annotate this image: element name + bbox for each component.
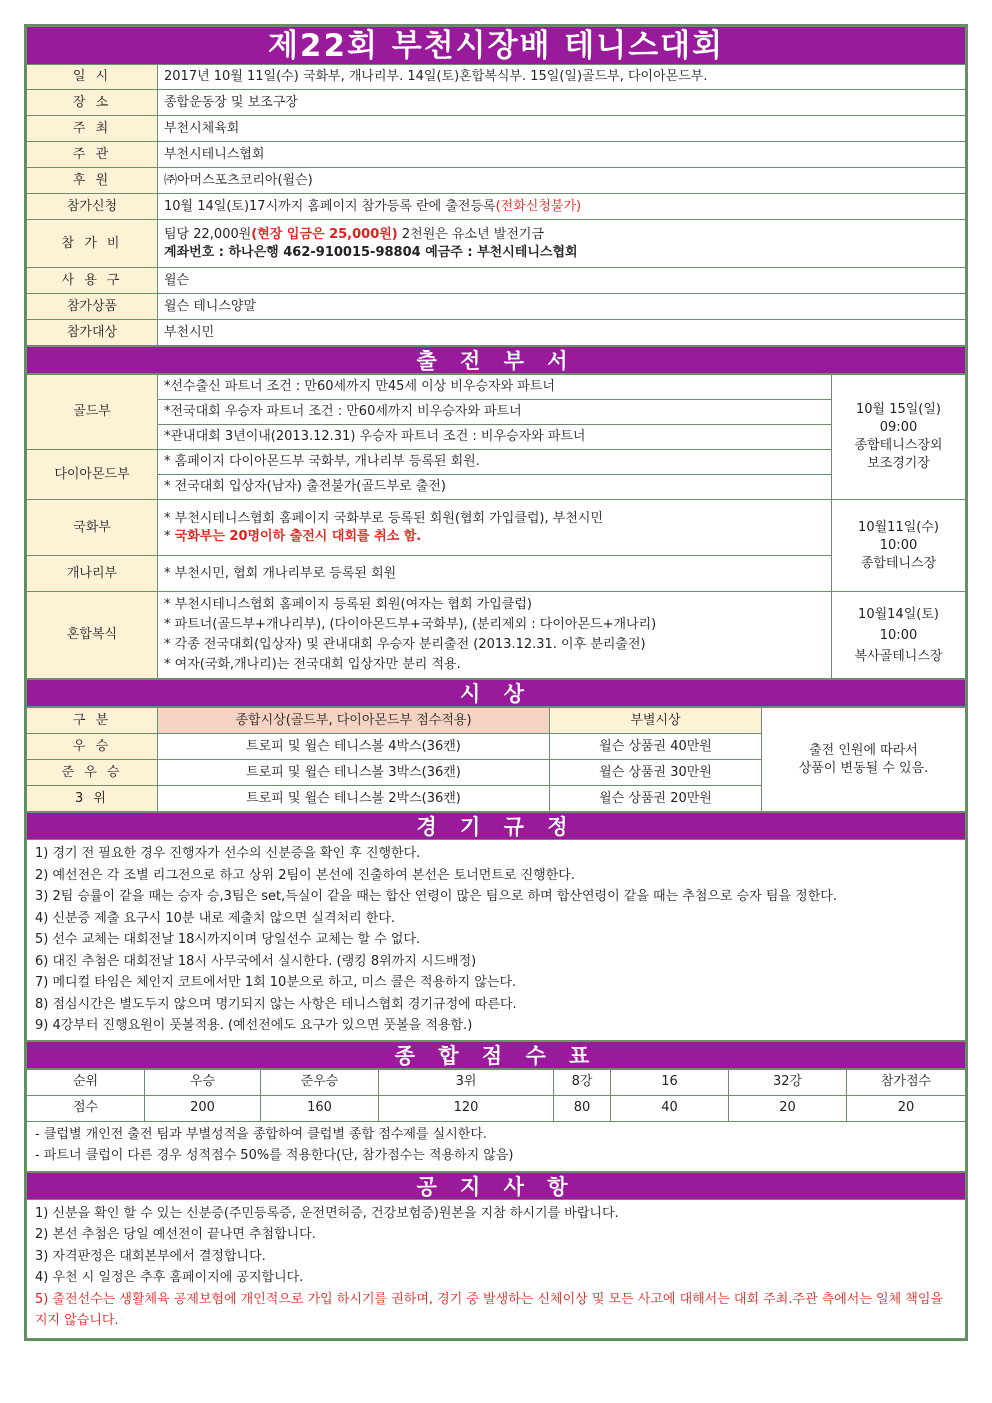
gukhwa-schedule: [832, 500, 966, 592]
fee-onsite: (현장 입금은 25,000원): [251, 226, 398, 242]
gukhwa-rule-1: * 부천시테니스협회 홈페이지 국화부로 등록된 회원(협회 가입클럽), 부천시민: [164, 510, 604, 526]
rule-item: 8) 점심시간은 별도두지 않으며 명기되지 않는 사항은 테니스협회 경기규정에 따른다.: [35, 996, 517, 1012]
schedule-venue: 복사골테니스장: [854, 648, 943, 664]
score-value: 40: [611, 1095, 729, 1121]
mixed-rule-3: * 각종 전국대회(입상자) 및 관내대회 우승자 분리출전 (2013.12.31. 이후 분리출전): [164, 637, 646, 652]
awards-heading: 시 상: [26, 679, 966, 707]
application-warning: (전화신청불가): [495, 198, 582, 214]
score-value: 20: [729, 1095, 847, 1121]
score-value: 120: [379, 1095, 554, 1121]
info-value-fee: [158, 220, 966, 268]
awards-table: [26, 707, 966, 812]
diamond-rule-1: * 홈페이지 다이아몬드부 국화부, 개나리부 등록된 회원.: [158, 450, 832, 475]
scores-table: [26, 1069, 966, 1122]
info-label-sponsor: 후 원: [27, 168, 158, 194]
rules-heading: 경 기 규 정: [26, 812, 966, 840]
score-header: 32강: [729, 1069, 847, 1095]
info-label-ball: 사 용 구: [27, 268, 158, 294]
score-value: 20: [847, 1095, 966, 1121]
info-label-application: 참가신청: [27, 194, 158, 220]
gold-rule-2: *전국대회 우승자 파트너 조건 : 만60세까지 비우승자와 파트너: [158, 400, 832, 425]
info-value-application: [158, 194, 966, 220]
rule-item: 5) 선수 교체는 대회전날 18시까지이며 당일선수 교체는 할 수 없다.: [35, 932, 421, 947]
info-value-date: 2017년 10월 11일(수) 국화부, 개나리부. 14일(토)혼합복식부. 15일(일)골드부, 다이아몬드부.: [158, 65, 966, 90]
score-note: - 파트너 클럽이 다른 경우 성적점수 50%를 적용한다(단, 참가점수는 적용하지 않음): [35, 1148, 514, 1163]
score-header: 참가점수: [847, 1069, 966, 1095]
gukhwa-rules: [158, 500, 832, 556]
rule-item: 3) 2팀 승률이 같을 때는 승자 승,3팀은 set,득실이 같을 때는 합산 연령이 많은 팀으로 하며 합산연령이 같을 때는 추첨으로 승자 팀을 정한다.: [35, 889, 837, 904]
score-note: - 클럽별 개인전 출전 팀과 부별성적을 종합하여 클럽별 종합 점수제를 실시한다.: [35, 1126, 488, 1142]
info-value-gift: 윌슨 테니스양말: [158, 294, 966, 320]
gukhwa-bullet: *: [164, 528, 175, 544]
schedule-time: 10:00: [879, 627, 918, 643]
mixed-rules: [158, 592, 832, 679]
division-label-mixed: 혼합복식: [27, 592, 158, 679]
schedule-date: 10월14일(토): [858, 606, 939, 622]
award-overall: 트로피 및 윌슨 테니스볼 2박스(36캔): [158, 786, 550, 812]
divisions-table: [26, 374, 966, 679]
notice-item: 3) 자격판정은 대회본부에서 결정합니다.: [35, 1248, 266, 1264]
award-division: 윌슨 상품권 20만원: [550, 786, 762, 812]
awards-header-rank: 구 분: [27, 708, 158, 734]
page-title: 제22회 부천시장배 테니스대회: [27, 27, 966, 65]
info-label-host: 주 최: [27, 116, 158, 142]
notices-list: [26, 1200, 966, 1339]
division-label-gold: 골드부: [27, 375, 158, 450]
info-value-host: 부천시체육회: [158, 116, 966, 142]
rule-item: 4) 신분증 제출 요구시 10분 내로 제출치 않으면 실격처리 한다.: [35, 910, 396, 926]
award-overall: 트로피 및 윌슨 테니스볼 4박스(36캔): [158, 734, 550, 760]
division-label-gaenari: 개나리부: [27, 556, 158, 592]
awards-header-overall: 종합시상(골드부, 다이아몬드부 점수적용): [158, 708, 550, 734]
scores-notes: [26, 1122, 966, 1172]
rule-item: 9) 4강부터 진행요원이 풋볼적용. (예선전에도 요구가 있으면 풋볼을 적용함.): [35, 1018, 473, 1033]
info-value-venue: 종합운동장 및 보조구장: [158, 90, 966, 116]
schedule-venue-2: 보조경기장: [867, 456, 930, 471]
schedule-date: 10월11일(수): [858, 519, 939, 535]
info-table: [26, 26, 966, 346]
tournament-notice-sheet: [24, 24, 968, 1341]
award-division: 윌슨 상품권 30만원: [550, 760, 762, 786]
gold-rule-3: *관내대회 3년이내(2013.12.31) 우승자 파트너 조건 : 비우승자와 파트너: [158, 425, 832, 450]
divisions-heading: 출 전 부 서: [26, 346, 966, 374]
score-header: 3위: [379, 1069, 554, 1095]
score-header: 순위: [27, 1069, 145, 1095]
schedule-time: 09:00: [879, 420, 918, 435]
rule-item: 6) 대진 추첨은 대회전날 18시 사무국에서 실시한다. (랭킹 8위까지 시드배정): [35, 953, 477, 969]
rule-item: 7) 메디컬 타임은 체인지 코트에서만 1회 10분으로 하고, 미스 콜은 적용하지 않는다.: [35, 975, 517, 990]
notice-item: 1) 신분을 확인 할 수 있는 신분증(주민등록증, 운전면허증, 건강보험증)원본을 지참 하시기를 바랍니다.: [35, 1205, 619, 1221]
schedule-venue: 종합테니스장: [860, 555, 937, 571]
notice-item: 2) 본선 추첨은 당일 예선전이 끝나면 추첨합니다.: [35, 1227, 316, 1242]
score-header: 16: [611, 1069, 729, 1095]
mixed-schedule: [832, 592, 966, 679]
notice-item: 4) 우천 시 일정은 추후 홈페이지에 공지합니다.: [35, 1270, 304, 1285]
diamond-rule-2: * 전국대회 입상자(남자) 출전불가(골드부로 출전): [158, 475, 832, 500]
rules-list: [26, 840, 966, 1041]
application-text: 10월 14일(토)17시까지 홈페이지 참가등록 란에 출전등록: [164, 198, 496, 214]
award-overall: 트로피 및 윌슨 테니스볼 3박스(36캔): [158, 760, 550, 786]
info-value-ball: 윌슨: [158, 268, 966, 294]
fee-amount: 팀당 22,000원: [164, 226, 252, 242]
fee-account: 계좌번호 : 하나은행 462-910015-98804 예금주 : 부천시테니스협회: [164, 244, 578, 260]
gaenari-rule-1: * 부천시민, 협회 개나리부로 등록된 회원: [158, 556, 832, 592]
award-division: 윌슨 상품권 40만원: [550, 734, 762, 760]
gukhwa-cancel-warning: 국화부는 20명이하 출전시 대회를 취소 함.: [174, 528, 422, 544]
division-label-gukhwa: 국화부: [27, 500, 158, 556]
rule-item: 1) 경기 전 필요한 경우 진행자가 선수의 신분증을 확인 후 진행한다.: [35, 846, 421, 861]
info-label-date: 일 시: [27, 65, 158, 90]
info-label-organizer: 주 관: [27, 142, 158, 168]
info-value-eligibility: 부천시민: [158, 320, 966, 346]
awards-header-division: 부별시상: [550, 708, 762, 734]
award-rank: 준 우 승: [27, 760, 158, 786]
score-value: 점수: [27, 1095, 145, 1121]
info-label-venue: 장 소: [27, 90, 158, 116]
fee-youth-fund: 2천원은 유소년 발전기금: [397, 226, 544, 242]
schedule-date: 10월 15일(일): [855, 402, 942, 417]
awards-note-line-1: 출전 인원에 따라서: [809, 742, 918, 758]
schedule-venue: 종합테니스장외: [854, 438, 943, 453]
awards-note-line-2: 상품이 변동될 수 있음.: [798, 760, 929, 776]
info-label-gift: 참가상품: [27, 294, 158, 320]
award-rank: 우 승: [27, 734, 158, 760]
info-label-eligibility: 참가대상: [27, 320, 158, 346]
gold-rule-1: *선수출신 파트너 조건 : 만60세까지 만45세 이상 비우승자와 파트너: [158, 375, 832, 400]
notices-heading: 공 지 사 항: [26, 1172, 966, 1200]
info-label-fee: 참 가 비: [27, 220, 158, 268]
awards-note: [762, 708, 966, 812]
schedule-time: 10:00: [879, 537, 918, 553]
score-value: 200: [145, 1095, 261, 1121]
score-value: 80: [554, 1095, 611, 1121]
award-rank: 3 위: [27, 786, 158, 812]
scores-heading: 종 합 점 수 표: [26, 1041, 966, 1069]
score-header: 우승: [145, 1069, 261, 1095]
score-value: 160: [261, 1095, 379, 1121]
notice-insurance-warning: 5) 출전선수는 생활체육 공제보험에 개인적으로 가입 하시기를 권하며, 경기 중 발생하는 신체이상 및 모든 사고에 대해서는 대회 주최.주관 측에서는 일체 책임을 지지 않습니다.: [35, 1291, 943, 1328]
mixed-rule-2: * 파트너(골드부+개나리부), (다이아몬드부+국화부), (분리제외 : 다이아몬드+개나리): [164, 617, 657, 632]
mixed-rule-1: * 부천시테니스협회 홈페이지 등록된 회원(여자는 협회 가입클럽): [164, 597, 532, 612]
score-header: 8강: [554, 1069, 611, 1095]
score-header: 준우승: [261, 1069, 379, 1095]
rule-item: 2) 예선전은 각 조별 리그전으로 하고 상위 2팀이 본선에 진출하여 본선은 토너먼트로 진행한다.: [35, 867, 575, 883]
info-value-organizer: 부천시테니스협회: [158, 142, 966, 168]
mixed-rule-4: * 여자(국화,개나리)는 전국대회 입상자만 분리 적용.: [164, 657, 461, 672]
info-value-sponsor: ㈜아머스포츠코리아(윌슨): [158, 168, 966, 194]
division-label-diamond: 다이아몬드부: [27, 450, 158, 500]
gold-diamond-schedule: [832, 375, 966, 500]
